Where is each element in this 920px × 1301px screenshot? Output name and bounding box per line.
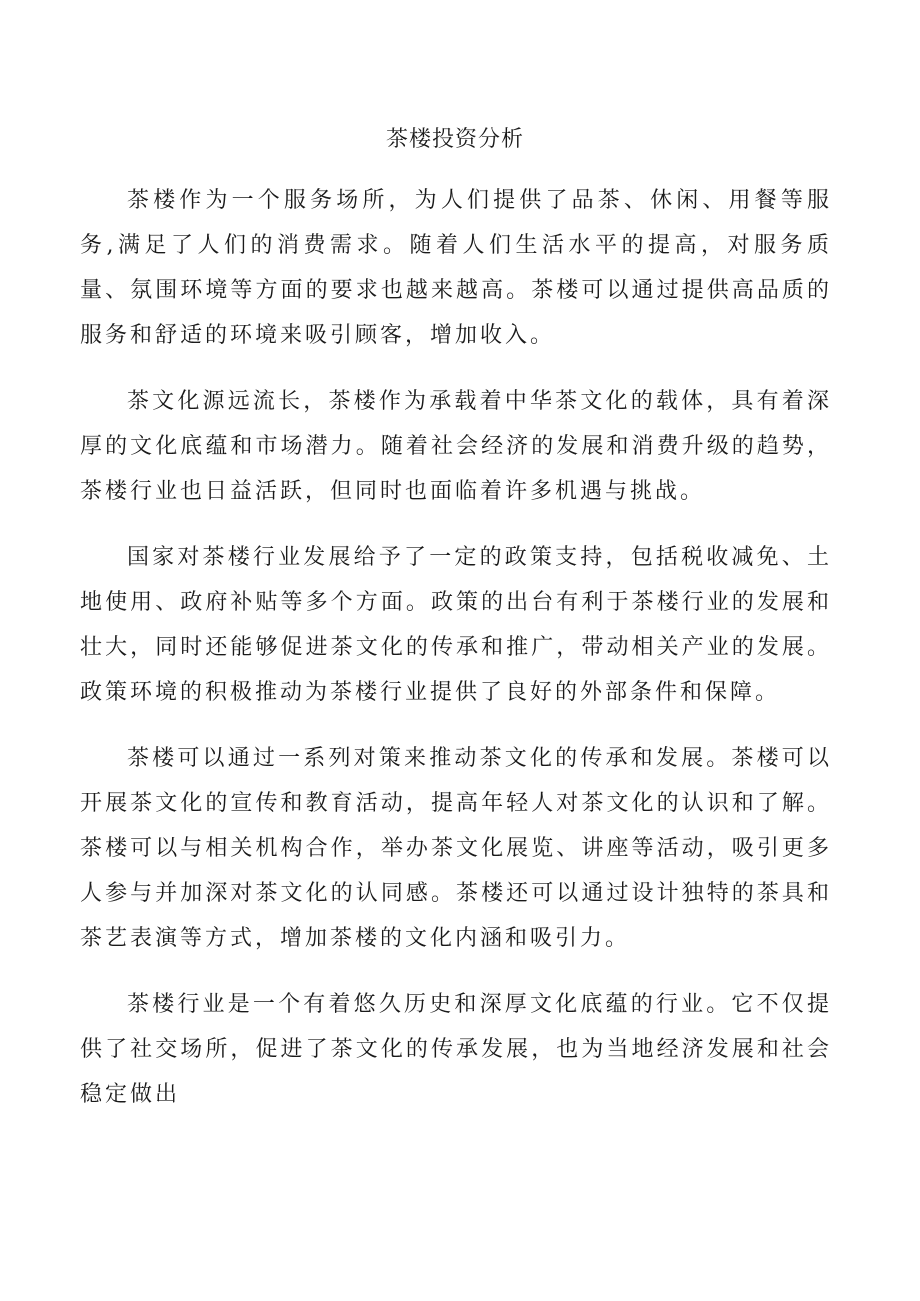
paragraph-4: 茶楼可以通过一系列对策来推动茶文化的传承和发展。茶楼可以开展茶文化的宣传和教育活动，提高年轻人对茶文化的认识和了解。茶楼可以与相关机构合作，举办茶文化展览、讲座等活动，吸引更多人参与并加深对茶文化的认同感。茶楼还可以通过设计独特的茶具和茶艺表演等方式，增加茶楼的文化内涵和吸引力。 (80, 746, 832, 951)
paragraph-1: 茶楼作为一个服务场所，为人们提供了品茶、休闲、用餐等服务,满足了人们的消费需求。随着人们生活水平的提高，对服务质量、氛围环境等方面的要求也越来越高。茶楼可以通过提供高品质的服务和舒适的环境来吸引顾客，增加收入。 (80, 188, 832, 348)
paragraph-5: 茶楼行业是一个有着悠久历史和深厚文化底蕴的行业。它不仅提供了社交场所，促进了茶文化的传承发展，也为当地经济发展和社会稳定做出 (80, 992, 832, 1107)
paragraph-2: 茶文化源远流长，茶楼作为承载着中华茶文化的载体，具有着深厚的文化底蕴和市场潜力。随着社会经济的发展和消费升级的趋势，茶楼行业也日益活跃，但同时也面临着许多机遇与挑战。 (80, 389, 832, 504)
document-body (80, 178, 832, 1138)
paragraph-3: 国家对茶楼行业发展给予了一定的政策支持，包括税收减免、土地使用、政府补贴等多个方面。政策的出台有利于茶楼行业的发展和壮大，同时还能够促进茶文化的传承和推广，带动相关产业的发展。政策环境的积极推动为茶楼行业提供了良好的外部条件和保障。 (80, 545, 832, 705)
document-title: 茶楼投资分析 (385, 127, 524, 152)
